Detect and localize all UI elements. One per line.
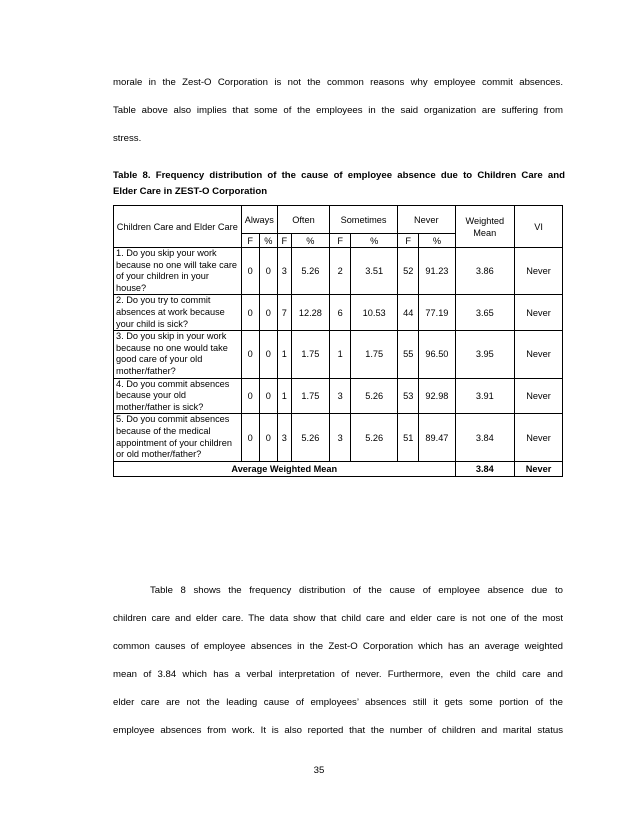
never-pct-cell: 96.50 bbox=[419, 331, 455, 378]
vi-cell: Never bbox=[515, 378, 563, 414]
always-f-cell: 0 bbox=[241, 248, 259, 295]
body-text-line: elder care are not the leading cause of employees’ absences still it gets some portion of the bbox=[113, 697, 563, 708]
always-pct-cell: 0 bbox=[259, 414, 277, 461]
never-f-cell: 55 bbox=[398, 331, 419, 378]
question-cell: 5. Do you commit absences because of the medical appointment of your children or old mother/father? bbox=[114, 414, 242, 461]
often-f-cell: 3 bbox=[277, 248, 291, 295]
often-pct-cell: 5.26 bbox=[291, 414, 329, 461]
vi-cell: Never bbox=[515, 331, 563, 378]
never-pct-cell: 89.47 bbox=[419, 414, 455, 461]
never-f-cell: 52 bbox=[398, 248, 419, 295]
table-row bbox=[114, 378, 563, 414]
subheader-pct: % bbox=[351, 234, 398, 248]
always-pct-cell: 0 bbox=[259, 378, 277, 414]
average-row bbox=[114, 461, 563, 476]
always-pct-cell: 0 bbox=[259, 295, 277, 331]
body-text-line: children care and elder care. The data show that child care and elder care is not one of the most bbox=[113, 613, 563, 624]
header-never: Never bbox=[398, 206, 455, 234]
often-pct-cell: 1.75 bbox=[291, 378, 329, 414]
body-text-line: employee absences from work. It is also reported that the number of children and marital status bbox=[113, 725, 563, 736]
sometimes-f-cell: 1 bbox=[330, 331, 351, 378]
subheader-f: F bbox=[398, 234, 419, 248]
weighted-mean-cell: 3.91 bbox=[455, 378, 515, 414]
body-text-line: morale in the Zest-O Corporation is not the common reasons why employee commit absences. bbox=[113, 77, 563, 88]
frequency-table bbox=[113, 205, 563, 477]
weighted-mean-cell: 3.95 bbox=[455, 331, 515, 378]
table-caption bbox=[113, 168, 565, 200]
always-pct-cell: 0 bbox=[259, 248, 277, 295]
never-pct-cell: 91.23 bbox=[419, 248, 455, 295]
table-header-row bbox=[114, 206, 563, 234]
question-cell: 3. Do you skip in your work because no one would take good care of your old mother/father? bbox=[114, 331, 242, 378]
weighted-mean-cell: 3.84 bbox=[455, 414, 515, 461]
table-caption-line: Table 8. Frequency distribution of the cause of employee absence due to Children Care and bbox=[113, 170, 565, 181]
vi-cell: Never bbox=[515, 414, 563, 461]
sometimes-pct-cell: 3.51 bbox=[351, 248, 398, 295]
never-pct-cell: 92.98 bbox=[419, 378, 455, 414]
never-pct-cell: 77.19 bbox=[419, 295, 455, 331]
sometimes-pct-cell: 10.53 bbox=[351, 295, 398, 331]
sometimes-f-cell: 3 bbox=[330, 414, 351, 461]
subheader-pct: % bbox=[259, 234, 277, 248]
always-f-cell: 0 bbox=[241, 295, 259, 331]
question-cell: 4. Do you commit absences because your old mother/father is sick? bbox=[114, 378, 242, 414]
header-sometimes: Sometimes bbox=[330, 206, 398, 234]
never-f-cell: 53 bbox=[398, 378, 419, 414]
subheader-pct: % bbox=[419, 234, 455, 248]
often-pct-cell: 12.28 bbox=[291, 295, 329, 331]
always-pct-cell: 0 bbox=[259, 331, 277, 378]
subheader-f: F bbox=[277, 234, 291, 248]
body-text-line: Table above also implies that some of the employees in the said organization are suffering from bbox=[113, 105, 563, 116]
sometimes-pct-cell: 1.75 bbox=[351, 331, 398, 378]
body-text-line: stress. bbox=[113, 133, 142, 144]
question-cell: 1. Do you skip your work because no one will take care of your children in your house? bbox=[114, 248, 242, 295]
subheader-f: F bbox=[330, 234, 351, 248]
weighted-mean-cell: 3.86 bbox=[455, 248, 515, 295]
vi-cell: Never bbox=[515, 295, 563, 331]
question-cell: 2. Do you try to commit absences at work because your child is sick? bbox=[114, 295, 242, 331]
never-f-cell: 51 bbox=[398, 414, 419, 461]
header-item: Children Care and Elder Care bbox=[114, 206, 242, 248]
often-pct-cell: 5.26 bbox=[291, 248, 329, 295]
table-row bbox=[114, 248, 563, 295]
table-row bbox=[114, 295, 563, 331]
table-row bbox=[114, 414, 563, 461]
average-value: 3.84 bbox=[455, 461, 515, 476]
body-text-line: mean of 3.84 which has a verbal interpretation of never. Furthermore, even the child care and bbox=[113, 669, 563, 680]
often-f-cell: 3 bbox=[277, 414, 291, 461]
average-vi: Never bbox=[515, 461, 563, 476]
always-f-cell: 0 bbox=[241, 378, 259, 414]
sometimes-pct-cell: 5.26 bbox=[351, 378, 398, 414]
sometimes-f-cell: 6 bbox=[330, 295, 351, 331]
body-text-line: common causes of employee absences in the Zest-O Corporation which has an average weighted bbox=[113, 641, 563, 652]
often-pct-cell: 1.75 bbox=[291, 331, 329, 378]
table-caption-line: Elder Care in ZEST-O Corporation bbox=[113, 186, 268, 197]
header-often: Often bbox=[277, 206, 329, 234]
table-row bbox=[114, 331, 563, 378]
weighted-mean-cell: 3.65 bbox=[455, 295, 515, 331]
header-always: Always bbox=[241, 206, 277, 234]
often-f-cell: 1 bbox=[277, 331, 291, 378]
header-weighted-mean: Weighted Mean bbox=[455, 206, 515, 248]
never-f-cell: 44 bbox=[398, 295, 419, 331]
often-f-cell: 7 bbox=[277, 295, 291, 331]
body-text-line: Table 8 shows the frequency distribution of the cause of employee absence due to bbox=[150, 585, 563, 596]
sometimes-f-cell: 3 bbox=[330, 378, 351, 414]
always-f-cell: 0 bbox=[241, 331, 259, 378]
subheader-pct: % bbox=[291, 234, 329, 248]
vi-cell: Never bbox=[515, 248, 563, 295]
sometimes-f-cell: 2 bbox=[330, 248, 351, 295]
always-f-cell: 0 bbox=[241, 414, 259, 461]
average-label: Average Weighted Mean bbox=[114, 461, 456, 476]
subheader-f: F bbox=[241, 234, 259, 248]
header-vi: VI bbox=[515, 206, 563, 248]
sometimes-pct-cell: 5.26 bbox=[351, 414, 398, 461]
page-number: 35 bbox=[313, 765, 325, 776]
often-f-cell: 1 bbox=[277, 378, 291, 414]
